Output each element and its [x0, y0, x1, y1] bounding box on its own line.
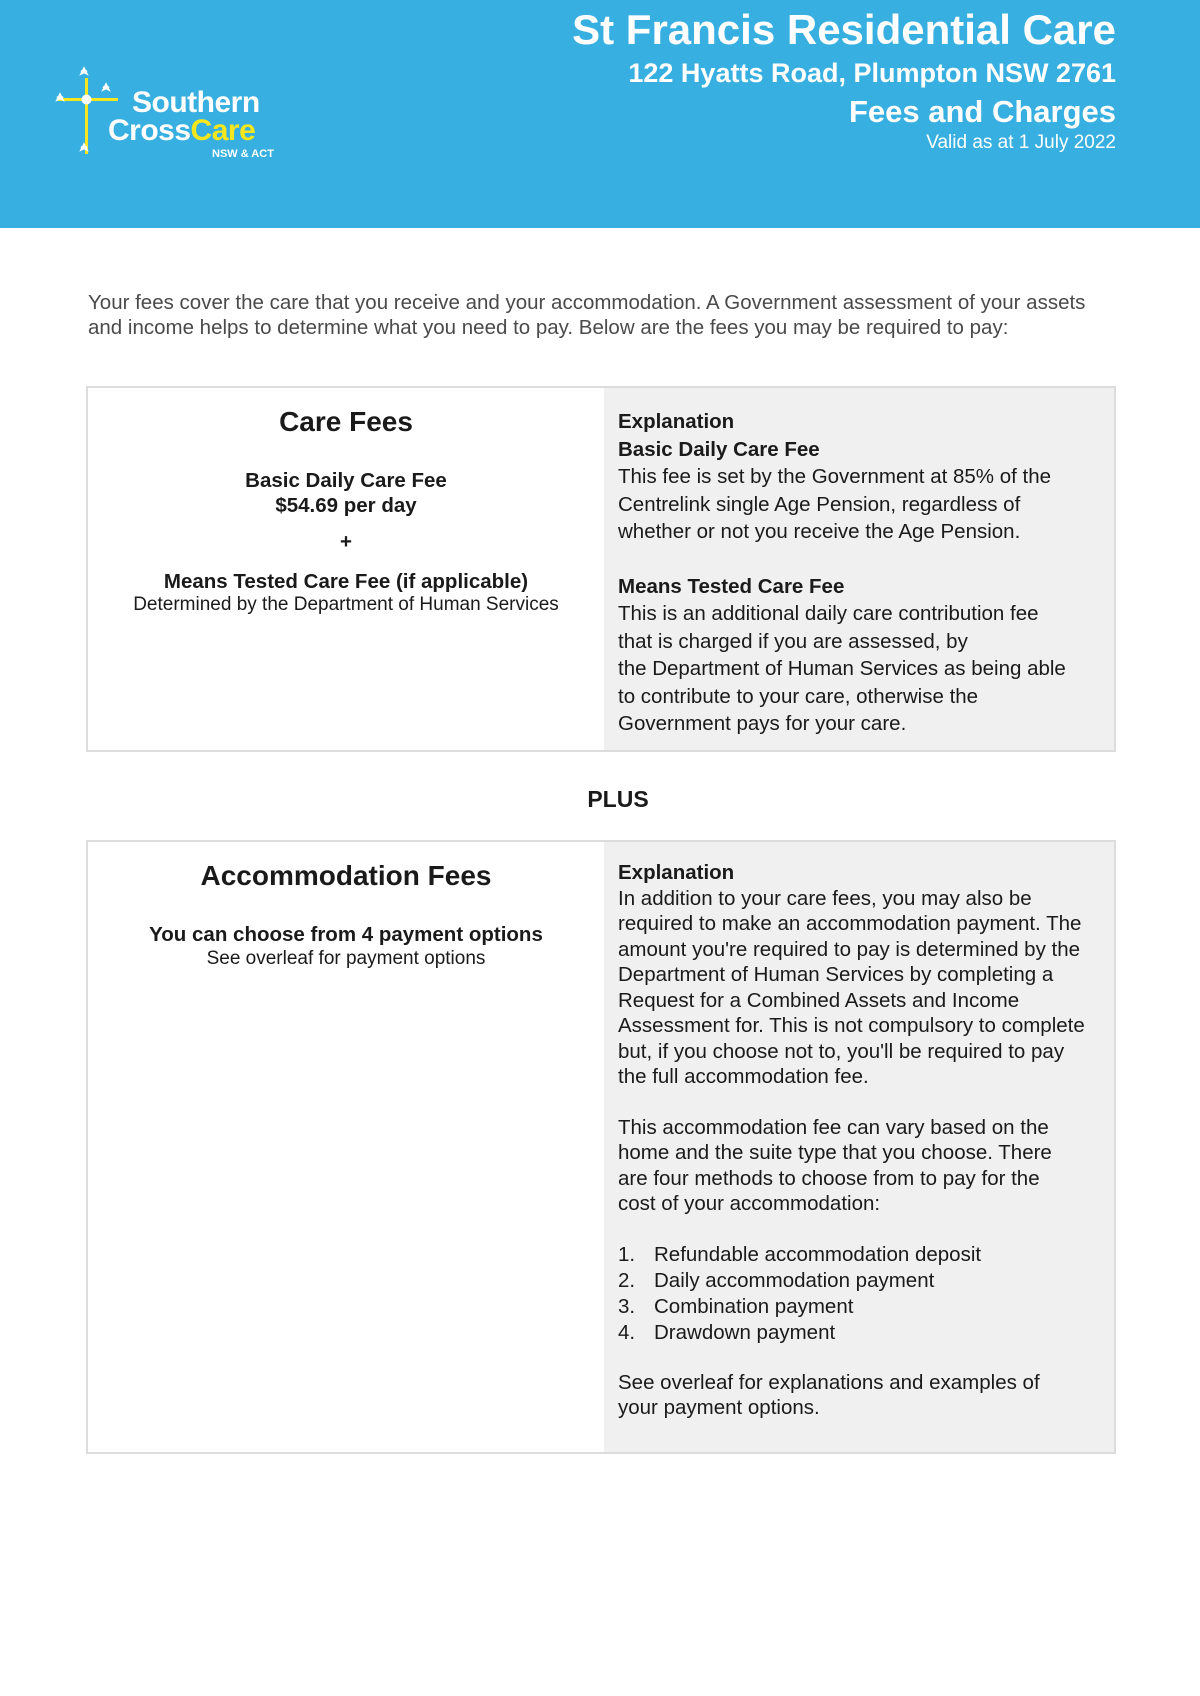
means-tested-note: Determined by the Department of Human Services: [133, 594, 559, 615]
basic-fee-text-line: Centrelink single Age Pension, regardless of: [618, 492, 1021, 516]
list-item-label: Combination payment: [654, 1294, 854, 1318]
means-tested-text-line: to contribute to your care, otherwise the: [618, 684, 979, 708]
list-item-label: Drawdown payment: [654, 1320, 836, 1344]
accommodation-text-line: the full accommodation fee.: [618, 1065, 869, 1088]
southern-cross-care-logo: [52, 64, 312, 168]
list-item-number: 4.: [618, 1320, 636, 1344]
payment-options-note: See overleaf for payment options: [206, 948, 486, 969]
accommodation-fees-title: Accommodation Fees: [200, 860, 492, 891]
list-item-number: 3.: [618, 1294, 636, 1318]
explanation-heading: Explanation: [618, 410, 735, 433]
basic-fee-text-line: whether or not you receive the Age Pension.: [618, 520, 1021, 543]
facility-title: St Francis Residential Care: [572, 6, 1116, 53]
logo-text-southern: Southern: [132, 86, 260, 119]
valid-date: Valid as at 1 July 2022: [926, 132, 1116, 153]
accommodation-text-line: are four methods to choose from to pay for the: [618, 1166, 1040, 1190]
accommodation-text-line: required to make an accommodation payment. The: [618, 912, 1082, 935]
accommodation-fees-summary: [88, 842, 604, 1452]
accommodation-fees-explanation: [604, 842, 1114, 1452]
payment-options-label: You can choose from 4 payment options: [149, 923, 543, 946]
accommodation-fees-panel: [86, 840, 1116, 1454]
logo-text-region: NSW & ACT: [212, 148, 274, 160]
plus-label: PLUS: [587, 786, 649, 812]
document-subtitle: Fees and Charges: [848, 94, 1116, 129]
logo-text-crosscare: [108, 114, 255, 148]
means-tested-label: Means Tested Care Fee (if applicable): [163, 570, 529, 593]
list-item: [618, 1242, 1114, 1268]
accommodation-text-line: Department of Human Services by completing a: [618, 963, 1054, 986]
accommodation-text-line: This accommodation fee can vary based on the: [618, 1115, 1049, 1139]
logo-text-cross: Cross: [108, 114, 191, 147]
care-fees-summary: [88, 388, 604, 750]
care-fees-explanation: [604, 388, 1114, 750]
list-item: [618, 1268, 1114, 1294]
logo-text-care: Care: [190, 114, 256, 147]
basic-fee-text-line: This fee is set by the Government at 85% of the: [618, 465, 1052, 488]
basic-fee-heading: Basic Daily Care Fee: [618, 437, 820, 461]
means-tested-heading: Means Tested Care Fee: [618, 574, 845, 598]
explanation-heading: Explanation: [618, 861, 735, 884]
accommodation-text-line: but, if you choose not to, you'll be required to pay: [618, 1039, 1065, 1063]
list-item: [618, 1320, 1114, 1346]
accommodation-text-line: Request for a Combined Assets and Income: [618, 988, 1020, 1012]
accommodation-text-line: amount you're required to pay is determined by the: [618, 937, 1081, 961]
means-tested-text-line: the Department of Human Services as being able: [618, 657, 1066, 680]
facility-address: 122 Hyatts Road, Plumpton NSW 2761: [628, 58, 1116, 88]
plus-sign: +: [340, 530, 352, 553]
basic-fee-amount: $54.69 per day: [275, 494, 417, 517]
closing-text-line: See overleaf for explanations and examples of: [618, 1370, 1040, 1394]
list-item: [618, 1294, 1114, 1320]
header-banner: [0, 0, 1200, 228]
closing-text-line: your payment options.: [618, 1396, 820, 1419]
payment-options-list: [618, 1242, 1114, 1346]
care-fees-title: Care Fees: [279, 406, 413, 437]
means-tested-text-line: This is an additional daily care contribution fee: [618, 602, 1039, 625]
list-item-number: 2.: [618, 1268, 636, 1292]
list-item-label: Daily accommodation payment: [654, 1268, 935, 1292]
accommodation-text-line: home and the suite type that you choose. There: [618, 1141, 1052, 1164]
accommodation-text-line: cost of your accommodation:: [618, 1192, 881, 1215]
list-item-label: Refundable accommodation deposit: [654, 1242, 982, 1266]
accommodation-text-line: Assessment for. This is not compulsory to complete: [618, 1014, 1085, 1037]
care-fees-panel: [86, 386, 1116, 752]
list-item-number: 1.: [618, 1242, 636, 1266]
means-tested-text-line: that is charged if you are assessed, by: [618, 629, 968, 653]
means-tested-text-line: Government pays for your care.: [618, 712, 907, 735]
basic-fee-label: Basic Daily Care Fee: [245, 469, 447, 492]
intro-paragraph: Your fees cover the care that you receive and your accommodation. A Government assessment of your assets and income helps to determine what you need to pay. Below are the fees you may be required to pay:: [88, 291, 1086, 339]
accommodation-text-line: In addition to your care fees, you may also be: [618, 886, 1032, 910]
